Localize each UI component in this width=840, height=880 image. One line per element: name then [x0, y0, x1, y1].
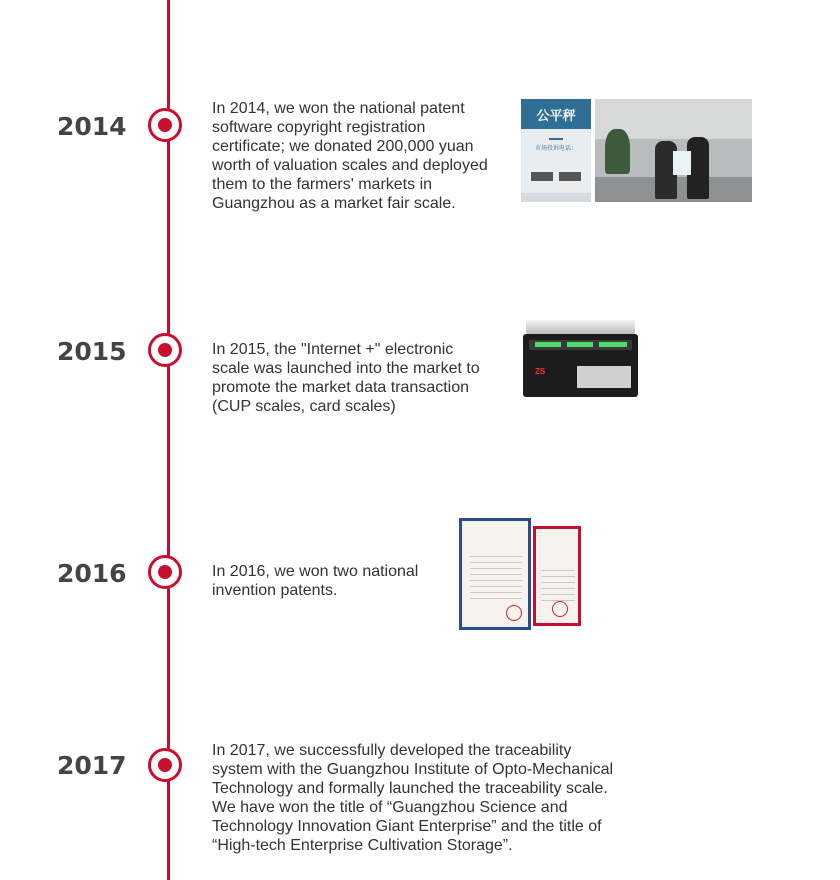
scale-plate	[526, 320, 635, 334]
certificate-text	[470, 551, 522, 601]
poster-subtitle: 市场投诉电话：	[534, 146, 577, 152]
patent-certificate-image	[459, 518, 531, 630]
node-dot	[158, 118, 172, 132]
scale-icon	[531, 172, 553, 181]
patent-certificate-image	[533, 526, 581, 626]
timeline-node-2016	[148, 555, 182, 589]
poster-footer	[521, 193, 591, 202]
year-2014: 2014	[57, 112, 127, 141]
description-2014: In 2014, we won the national patent software copyright registration certificate; we donated 200,000 yuan worth of valuation scales and deployed them to the farmers' markets in Guangzhou as a market fair scale.	[212, 100, 488, 212]
year-2015: 2015	[57, 337, 127, 366]
scale-logo: ZS	[535, 367, 546, 376]
display-digits	[535, 342, 561, 347]
description-2015: In 2015, the "Internet +" electronic scale was launched into the market to promote the market data transaction (CUP scales, card scales)	[212, 341, 480, 415]
poster-title: 公平秤	[536, 108, 576, 123]
node-dot	[158, 758, 172, 772]
award-board	[673, 151, 691, 175]
timeline-node-2017	[148, 748, 182, 782]
plant	[605, 129, 630, 174]
donation-ceremony-photo	[595, 99, 752, 202]
description-2017: In 2017, we successfully developed the traceability system with the Guangzhou Institute of Opto-Mechanical Technology and formally launched the traceability scale. We have won the title of “Guangzhou Science and Technology Innovation Giant Enterprise” and the title of “High-tech Enterprise Cultivation Storage”.	[212, 742, 614, 854]
certificate-text	[541, 565, 575, 605]
timeline-node-2014	[148, 108, 182, 142]
fair-scale-poster-image	[521, 99, 591, 202]
description-2016: In 2016, we won two national invention patents.	[212, 563, 419, 599]
display-digits	[567, 342, 593, 347]
seal-icon	[506, 605, 522, 621]
scale-icon	[559, 172, 581, 181]
year-2016: 2016	[57, 559, 127, 588]
year-2017: 2017	[57, 751, 127, 780]
node-dot	[158, 565, 172, 579]
seal-icon	[552, 601, 568, 617]
scale-icon	[549, 130, 563, 140]
timeline-node-2015	[148, 333, 182, 367]
display-digits	[599, 342, 627, 347]
node-dot	[158, 343, 172, 357]
electronic-scale-image	[523, 320, 638, 397]
scale-keypad	[577, 366, 631, 388]
